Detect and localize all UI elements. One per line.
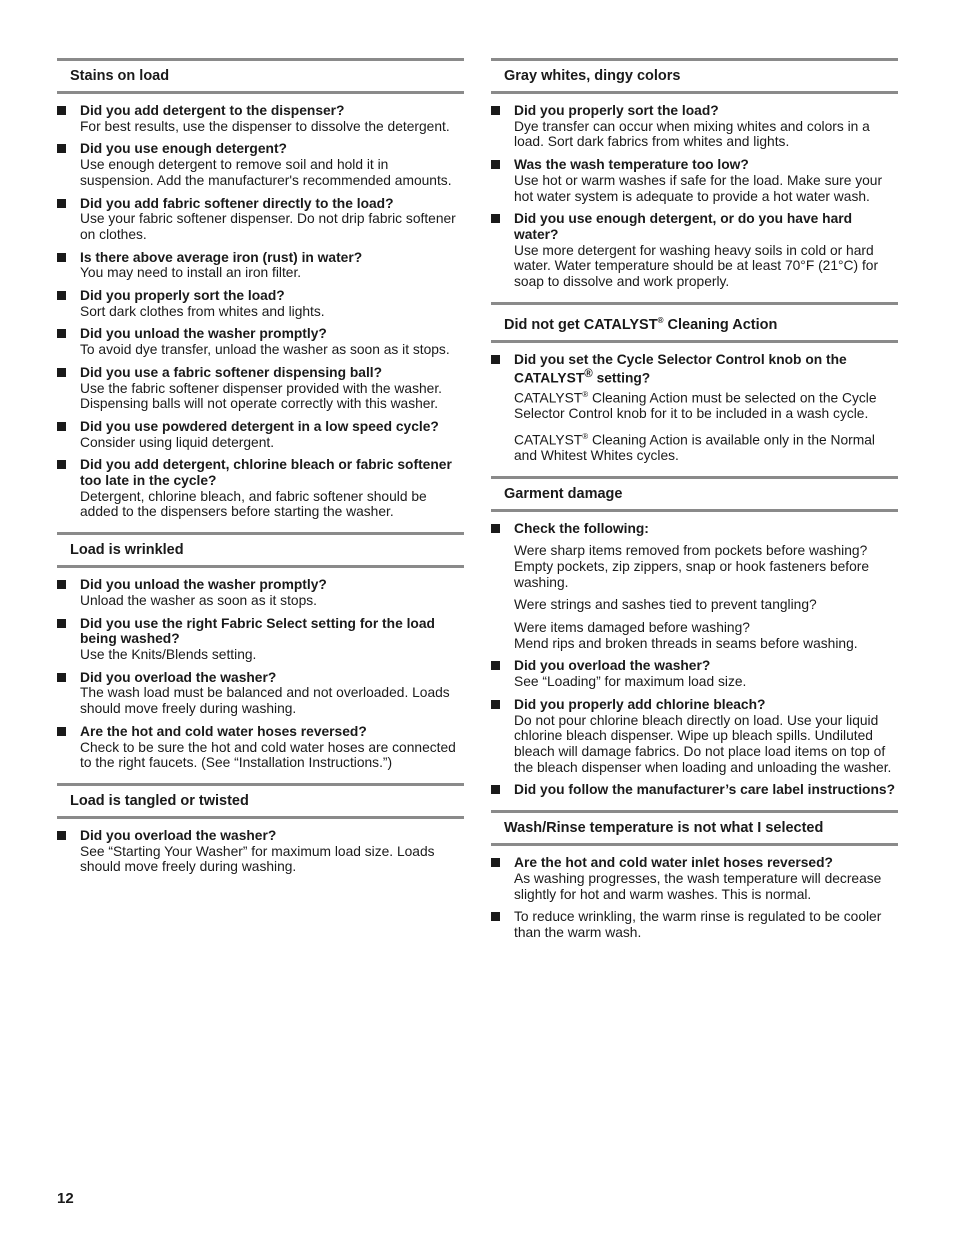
- answer: Were strings and sashes tied to prevent tangling?: [514, 597, 817, 613]
- registered-mark: ®: [657, 315, 664, 325]
- question: Did you overload the washer?: [80, 669, 277, 685]
- square-bullet-icon: [57, 422, 66, 431]
- answer: [514, 387, 898, 422]
- section-wash-rinse-temperature: [491, 810, 898, 941]
- list-item: [57, 828, 464, 875]
- section-catalyst: [491, 302, 898, 464]
- square-bullet-icon: [57, 368, 66, 377]
- answer: See “Loading” for maximum load size.: [514, 674, 747, 690]
- square-bullet-icon: [57, 619, 66, 628]
- question: Did you properly sort the load?: [80, 288, 285, 304]
- answer: Sort dark clothes from whites and lights.: [80, 303, 325, 319]
- section-heading: [491, 302, 898, 343]
- square-bullet-icon: [491, 661, 500, 670]
- section-load-is-wrinkled: [57, 532, 464, 771]
- question-text: Did you set the Cycle Selector Control knob on the CATALYST: [514, 351, 847, 386]
- answer-text-rest: Cleaning Action is available only in the Normal and Whitest Whites cycles.: [514, 432, 875, 463]
- list-item: [57, 326, 464, 357]
- answer: Use your fabric softener dispenser. Do not drip fabric softener on clothes.: [80, 211, 456, 242]
- question: Did you overload the washer?: [80, 827, 277, 843]
- answer: As washing progresses, the wash temperature will decrease slightly for hot and warm washes. This is normal.: [514, 870, 882, 902]
- section-garment-damage: [491, 476, 898, 799]
- answer: Mend rips and broken threads in seams before washing.: [514, 635, 858, 651]
- question: Did you add detergent to the dispenser?: [80, 103, 345, 118]
- answer: The wash load must be balanced and not overloaded. Loads should move freely during washing.: [80, 685, 450, 717]
- square-bullet-icon: [57, 460, 66, 469]
- list-item: [57, 577, 464, 608]
- square-bullet-icon: [491, 785, 500, 794]
- answer-text: CATALYST: [514, 390, 583, 406]
- question: Did you use the right Fabric Select setting for the load being washed?: [80, 615, 435, 647]
- list-item: [491, 855, 898, 902]
- answer: Consider using liquid detergent.: [80, 434, 275, 450]
- list-item: [57, 670, 464, 717]
- question: Did you properly add chlorine bleach?: [514, 696, 766, 712]
- list-item: [491, 211, 898, 290]
- section-gray-whites: [491, 58, 898, 290]
- square-bullet-icon: [491, 524, 500, 533]
- square-bullet-icon: [57, 673, 66, 682]
- question: Did you unload the washer promptly?: [80, 577, 327, 593]
- square-bullet-icon: [491, 355, 500, 364]
- page-number: 12: [57, 1190, 74, 1207]
- answer: Dye transfer can occur when mixing whites and colors in a load. Sort dark fabrics from whites and lights.: [514, 118, 870, 150]
- list-item: [491, 909, 898, 940]
- section-heading: Stains on load: [57, 58, 464, 94]
- list-item: [57, 724, 464, 771]
- square-bullet-icon: [57, 144, 66, 153]
- right-column: [491, 58, 898, 953]
- square-bullet-icon: [57, 291, 66, 300]
- heading-text-rest: Cleaning Action: [663, 316, 778, 333]
- question: Did you overload the washer?: [514, 658, 711, 674]
- answer-text-rest: Cleaning Action must be selected on the Cycle Selector Control knob for it to be included in a wash cycle.: [514, 390, 877, 421]
- list-item: [491, 782, 898, 798]
- answer: Use enough detergent to remove soil and hold it in suspension. Add the manufacturer's recommended amounts.: [80, 157, 452, 188]
- list-item: [57, 196, 464, 243]
- answer: See “Starting Your Washer” for maximum load size. Loads should move freely during washing.: [80, 843, 435, 875]
- list-item: [491, 658, 898, 689]
- registered-mark: ®: [582, 431, 589, 441]
- list-item: [491, 697, 898, 776]
- section-heading: Gray whites, dingy colors: [491, 58, 898, 94]
- answer: Use the fabric softener dispenser provided with the washer. Dispensing balls will not operate correctly with this washer.: [80, 380, 442, 412]
- question: Are the hot and cold water hoses reversed?: [80, 723, 367, 739]
- answer: Do not pour chlorine bleach directly on load. Use your liquid chlorine bleach dispenser. Wipe up bleach spills. Undiluted bleach will damage fabrics. Do not place load items on top of the bleach dispenser when loading and unloading the washer.: [514, 712, 892, 775]
- list-item: [57, 616, 464, 663]
- square-bullet-icon: [491, 858, 500, 867]
- question: Did you unload the washer promptly?: [80, 326, 327, 342]
- square-bullet-icon: [57, 831, 66, 840]
- list-item: [491, 352, 898, 464]
- question: Are the hot and cold water inlet hoses reversed?: [514, 855, 833, 871]
- answer: Were sharp items removed from pockets before washing? Empty pockets, zip zippers, snap or hook fasteners before washing.: [514, 543, 870, 590]
- section-heading: Garment damage: [491, 476, 898, 512]
- answer: To reduce wrinkling, the warm rinse is regulated to be cooler than the warm wash.: [514, 909, 882, 940]
- answer: Were items damaged before washing?: [514, 620, 750, 636]
- question: Was the wash temperature too low?: [514, 157, 749, 173]
- list-item: [57, 419, 464, 450]
- section-heading: Load is tangled or twisted: [57, 783, 464, 819]
- square-bullet-icon: [57, 106, 66, 115]
- question: Did you follow the manufacturer’s care label instructions?: [514, 782, 896, 798]
- section-load-is-tangled: [57, 783, 464, 875]
- square-bullet-icon: [57, 329, 66, 338]
- list-item: [57, 250, 464, 281]
- question-text-rest: setting?: [592, 370, 651, 386]
- question: Did you add fabric softener directly to the load?: [80, 195, 394, 211]
- question: Did you properly sort the load?: [514, 103, 719, 118]
- square-bullet-icon: [57, 727, 66, 736]
- square-bullet-icon: [491, 160, 500, 169]
- question: Check the following:: [514, 520, 649, 536]
- question: Did you use enough detergent?: [80, 141, 287, 157]
- list-item: [491, 157, 898, 204]
- answer: Unload the washer as soon as it stops.: [80, 592, 317, 608]
- left-column: [57, 58, 464, 887]
- answer: To avoid dye transfer, unload the washer as soon as it stops.: [80, 342, 450, 358]
- answer-text: CATALYST: [514, 432, 583, 448]
- list-item: [57, 365, 464, 412]
- square-bullet-icon: [491, 214, 500, 223]
- answer: Use the Knits/Blends setting.: [80, 646, 257, 662]
- registered-mark: ®: [582, 389, 589, 399]
- question: Did you use a fabric softener dispensing ball?: [80, 364, 383, 380]
- answer: For best results, use the dispenser to dissolve the detergent.: [80, 118, 450, 134]
- question: Did you use powdered detergent in a low speed cycle?: [80, 418, 439, 434]
- list-item: [57, 141, 464, 188]
- list-item: [491, 103, 898, 150]
- question: [514, 352, 898, 387]
- question: Did you use enough detergent, or do you have hard water?: [514, 211, 853, 242]
- section-stains-on-load: [57, 58, 464, 520]
- list-item: [491, 521, 898, 652]
- list-item: [57, 457, 464, 520]
- square-bullet-icon: [491, 912, 500, 921]
- registered-mark: ®: [584, 368, 593, 381]
- answer: Check to be sure the hot and cold water hoses are connected to the right faucets. (See “Installation Instructions.”): [80, 739, 456, 771]
- square-bullet-icon: [491, 700, 500, 709]
- section-heading: Load is wrinkled: [57, 532, 464, 568]
- section-heading: Wash/Rinse temperature is not what I selected: [491, 810, 898, 846]
- answer: Use more detergent for washing heavy soils in cold or hard water. Water temperature should be at least 70°F (21°C) for soap to dissolve and work properly.: [514, 242, 879, 290]
- heading-text: Did not get CATALYST: [504, 316, 658, 333]
- answer: Detergent, chlorine bleach, and fabric softener should be added to the dispensers before starting the washer.: [80, 488, 427, 520]
- square-bullet-icon: [57, 253, 66, 262]
- answer: You may need to install an iron filter.: [80, 265, 302, 281]
- list-item: [57, 103, 464, 134]
- square-bullet-icon: [491, 106, 500, 115]
- answer: Use hot or warm washes if safe for the load. Make sure your hot water system is adequate to provide a hot water wash.: [514, 172, 883, 204]
- list-item: [57, 288, 464, 319]
- answer: [514, 429, 898, 464]
- square-bullet-icon: [57, 199, 66, 208]
- square-bullet-icon: [57, 580, 66, 589]
- question: Is there above average iron (rust) in water?: [80, 249, 363, 265]
- question: Did you add detergent, chlorine bleach or fabric softener too late in the cycle?: [80, 457, 452, 489]
